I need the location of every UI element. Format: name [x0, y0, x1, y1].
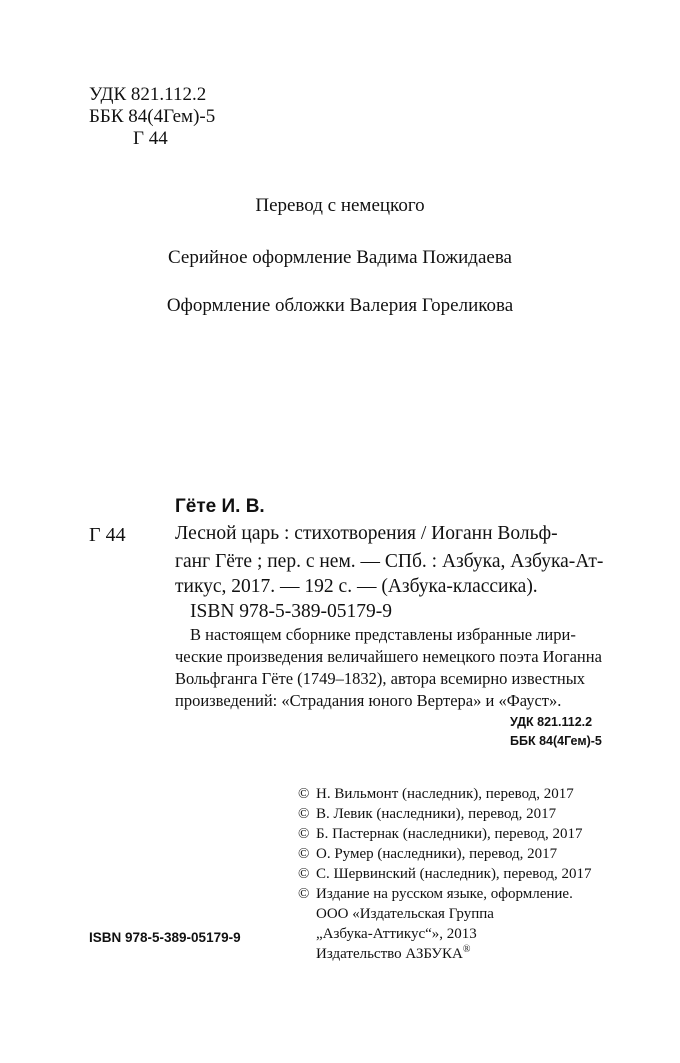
- description-line: тикус, 2017. — 192 с. — (Азбука-классика).: [175, 576, 538, 597]
- copyright-symbol: ©: [298, 866, 310, 882]
- copyright-text: Н. Вильмонт (наследник), перевод, 2017: [316, 786, 574, 802]
- copyright-symbol: ©: [298, 806, 310, 822]
- copyright-symbol: ©: [298, 826, 310, 842]
- bbk-code-small: ББК 84(4Гем)-5: [510, 734, 602, 748]
- copyright-symbol: ©: [298, 786, 310, 802]
- registered-mark: ®: [462, 944, 471, 955]
- copyright-text: С. Шервинский (наследник), перевод, 2017: [316, 866, 592, 882]
- cover-design-credit: Оформление обложки Валерия Гореликова: [166, 295, 514, 316]
- copyright-text: О. Румер (наследники), перевод, 2017: [316, 846, 558, 862]
- copyright-text: В. Левик (наследники), перевод, 2017: [316, 806, 557, 822]
- annotation-line: произведений: «Страдания юного Вертера» и «Фауст».: [175, 691, 562, 710]
- copyright-line: [298, 844, 557, 864]
- copyright-symbol: ©: [298, 846, 310, 862]
- annotation-line: Вольфганга Гёте (1749–1832), автора всемирно известных: [175, 669, 586, 688]
- author-mark: Г 44: [133, 128, 168, 149]
- publisher-line: [316, 944, 471, 964]
- description-line: ганг Гёте ; пер. с нем. — СПб. : Азбука, Азбука-Ат-: [175, 551, 604, 572]
- copyright-line: [298, 784, 574, 804]
- copyright-line: [298, 884, 573, 904]
- record-index: Г 44: [89, 524, 126, 546]
- copyright-text: Издание на русском языке, оформление.: [316, 886, 573, 902]
- copyright-line: [298, 824, 583, 844]
- author-heading: Гёте И. В.: [175, 496, 265, 517]
- series-design-credit: Серийное оформление Вадима Пожидаева: [168, 247, 512, 268]
- copyright-text: Б. Пастернак (наследники), перевод, 2017: [316, 826, 583, 842]
- publisher-name: Издательство АЗБУКА: [316, 946, 463, 962]
- annotation-line: ческие произведения величайшего немецкого поэта Иоганна: [175, 647, 602, 666]
- isbn-bold: ISBN 978-5-389-05179-9: [89, 930, 241, 945]
- record-isbn: ISBN 978-5-389-05179-9: [190, 601, 393, 622]
- description-line: Лесной царь : стихотворения / Иоганн Вольф-: [175, 523, 558, 544]
- copyright-symbol: ©: [298, 886, 310, 902]
- copyright-continuation: „Азбука-Аттикус“», 2013: [316, 926, 477, 942]
- copyright-continuation: ООО «Издательская Группа: [316, 906, 494, 922]
- bbk-code: ББК 84(4Гем)-5: [89, 106, 216, 127]
- annotation-line: В настоящем сборнике представлены избранные лири-: [190, 625, 576, 644]
- copyright-line: [298, 804, 556, 824]
- copyright-line: [298, 864, 591, 884]
- translation-credit: Перевод с немецкого: [255, 195, 425, 216]
- udk-code: УДК 821.112.2: [89, 84, 207, 105]
- udk-code-small: УДК 821.112.2: [510, 715, 593, 729]
